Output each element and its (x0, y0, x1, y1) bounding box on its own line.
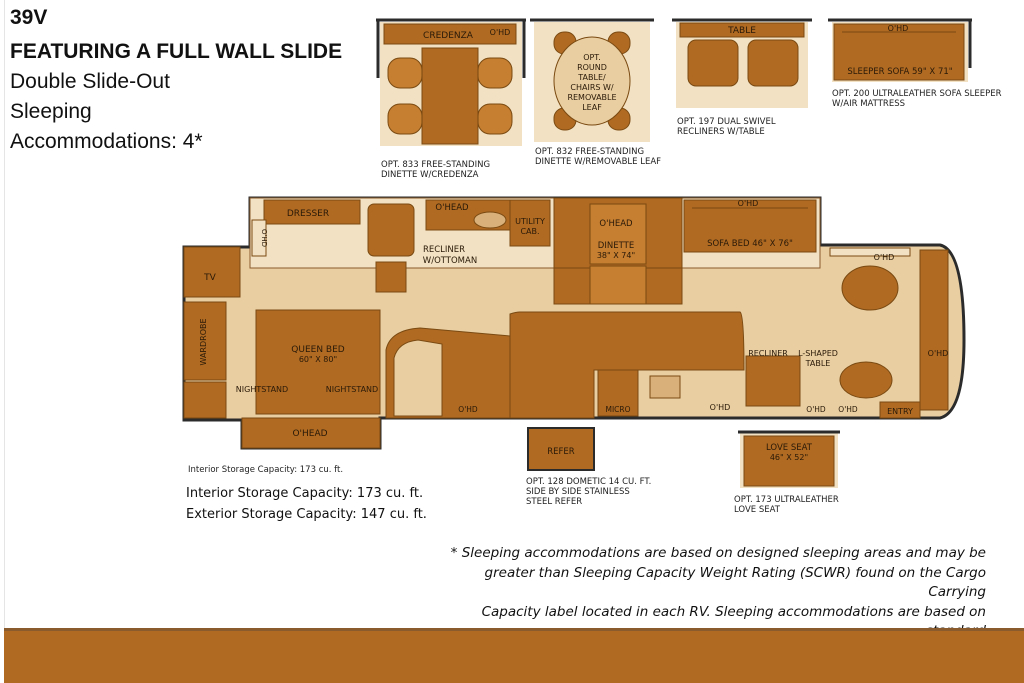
dinette-size: 38" X 74" (596, 251, 636, 260)
opt173-inset (738, 430, 840, 490)
opt833-credenza-label: CREDENZA (423, 31, 473, 41)
ohead-top-label: O'HEAD (435, 203, 469, 213)
entry-label: ENTRY (887, 407, 913, 416)
ohd-bath-label: O'HD (458, 405, 478, 414)
passenger-seat (840, 362, 892, 398)
ohd-sofa-label: O'HD (737, 199, 759, 208)
exterior-storage: Exterior Storage Capacity: 147 cu. ft. (186, 507, 427, 522)
opt128-caption: OPT. 128 DOMETIC 14 CU. FT. SIDE BY SIDE STAINLESS STEEL REFER (526, 477, 652, 507)
opt173-caption: OPT. 173 ULTRALEATHER LOVE SEAT (734, 495, 839, 515)
footer-bar (4, 631, 1024, 683)
opt832-caption: OPT. 832 FREE-STANDING DINETTE W/REMOVABLE LEAF (535, 147, 662, 167)
opt833-inset (376, 18, 526, 146)
opt197-recliner (748, 40, 798, 86)
feature-headline: FEATURING A FULL WALL SLIDE (10, 40, 343, 63)
opt832-text: OPT. (583, 53, 601, 62)
tv-cabinet (184, 247, 240, 297)
driver-seat (842, 266, 898, 310)
ohd-galley-label: O'HD (709, 403, 731, 412)
floor-plan (180, 190, 970, 452)
opt833-chair (478, 58, 512, 88)
tv-label: TV (204, 273, 216, 283)
opt128-inset (526, 426, 596, 472)
recliner-front-label: RECLINER (748, 349, 788, 358)
sleeping-footnote: * Sleeping accommodations are based on designed sleeping areas and may be greater than Sleeping Capacity Weight Rating (SCWR) found on the Cargo Carrying Capacity label located in each RV. Sleeping accommodations are based on (450, 545, 986, 620)
love-seat-size: 46" X 52" (769, 453, 809, 462)
utility-cab-label: CAB. (520, 227, 540, 236)
ohead-dinette-label: O'HEAD (599, 219, 633, 229)
ohead-bed-label: O'HEAD (292, 429, 328, 439)
opt833-chair (388, 104, 422, 134)
opt832-text: LEAF (582, 103, 602, 112)
model-number: 39V (10, 6, 48, 29)
interior-storage: Interior Storage Capacity: 173 cu. ft. (186, 486, 424, 501)
opt197-caption: OPT. 197 DUAL SWIVEL RECLINERS W/TABLE (677, 117, 776, 137)
ottoman-label: W/OTTOMAN (422, 256, 478, 266)
nightstand-left-label: NIGHTSTAND (235, 385, 289, 394)
ohd-b-label: O'HD (838, 405, 858, 414)
opt833-ohd-label: O'HD (489, 28, 511, 37)
ohd-cab-label: O'HD (873, 253, 895, 262)
ohd-a-label: O'HD (806, 405, 826, 414)
opt833-caption: OPT. 833 FREE-STANDING DINETTE W/CREDENZA (381, 160, 491, 180)
interior-storage-small: Interior Storage Capacity: 173 cu. ft. (188, 465, 344, 475)
utility-label: UTILITY (515, 217, 545, 226)
dinette-label: DINETTE (597, 241, 635, 251)
opt832-text: REMOVABLE (567, 93, 617, 102)
micro-label: MICRO (605, 405, 631, 414)
opt200-ohd-label: O'HD (887, 24, 909, 33)
opt833-chair (388, 58, 422, 88)
opt833-table (422, 48, 478, 144)
opt832-text: TABLE/ (578, 73, 606, 82)
opt197-inset (672, 18, 812, 110)
opt200-inset (828, 18, 972, 84)
page-edge-line (4, 0, 5, 631)
ohd-front-label: O'HD (927, 349, 949, 358)
opt832-inset (530, 18, 654, 144)
opt832-text: ROUND (577, 63, 607, 72)
recliner (368, 204, 414, 256)
opt197-recliner (688, 40, 738, 86)
wardrobe-label: WARDROBE (199, 318, 208, 366)
recliner-label: RECLINER (422, 245, 466, 255)
dash (920, 250, 948, 410)
love-seat-label: LOVE SEAT (766, 443, 812, 453)
sleeping-text: Sleeping (10, 100, 92, 123)
opt197-table-label: TABLE (728, 26, 756, 36)
opt200-sofa-label: SLEEPER SOFA 59" X 71" (847, 67, 953, 77)
sink (650, 376, 680, 398)
slide-out-text: Double Slide-Out (10, 70, 170, 93)
sleeping-capacity-text: Accommodations: 4* (10, 130, 203, 153)
nightstand-right-label: NIGHTSTAND (325, 385, 379, 394)
sofa-bed-label: SOFA BED 46" X 76" (707, 239, 793, 249)
queen-bed-size: 60" X 80" (298, 355, 338, 364)
recliner-front (746, 356, 800, 406)
ohd-side-label: O'HD (260, 228, 268, 248)
opt832-text: CHAIRS W/ (570, 83, 614, 92)
dresser-label: DRESSER (286, 209, 330, 219)
ottoman (376, 262, 406, 292)
opt833-chair (478, 104, 512, 134)
queen-bed-label: QUEEN BED (291, 345, 345, 355)
opt128-refer-label: REFER (547, 447, 575, 457)
l-shaped-table-label: TABLE (805, 359, 831, 368)
shower (394, 340, 442, 416)
l-shaped-label: L-SHAPED (798, 349, 838, 358)
opt200-caption: OPT. 200 ULTRALEATHER SOFA SLEEPER W/AIR MATTRESS (832, 89, 1002, 109)
